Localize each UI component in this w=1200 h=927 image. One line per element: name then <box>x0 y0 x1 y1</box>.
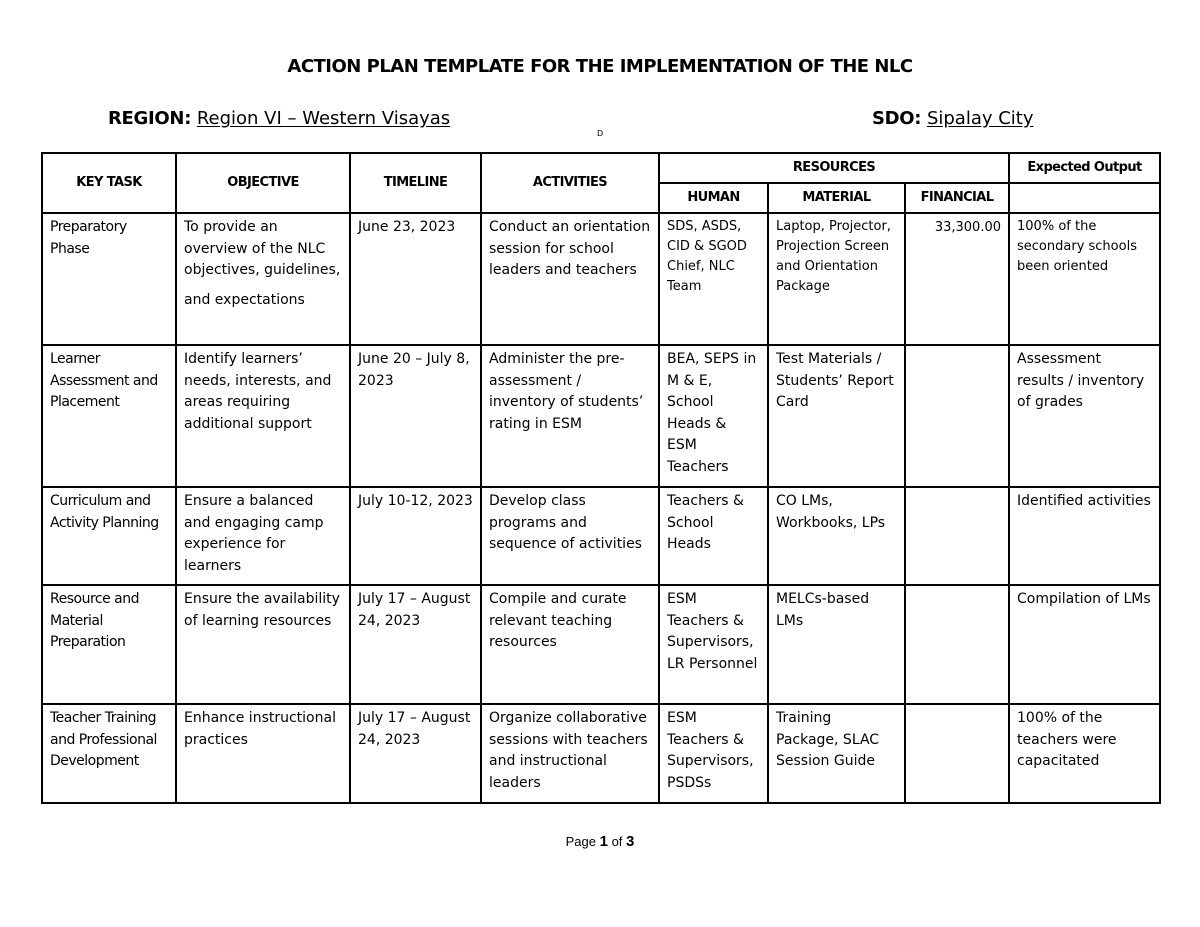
table-row <box>42 704 1160 803</box>
activities-cell: Conduct an orientation session for school leaders and teachers <box>481 213 659 345</box>
output-cell: 100% of the secondary schools been oriented <box>1009 213 1160 345</box>
header-output-blank <box>1009 183 1160 213</box>
header-activities: ACTIVITIES <box>481 153 659 213</box>
key-task-cell: Learner Assessment and Placement <box>42 345 176 487</box>
timeline-cell: June 23, 2023 <box>350 213 481 345</box>
header-expected-output: Expected Output <box>1009 153 1160 183</box>
action-plan-table <box>41 152 1161 804</box>
region-line <box>108 108 450 129</box>
objective-cell: Ensure the availability of learning resources <box>176 585 350 704</box>
financial-cell <box>905 704 1009 803</box>
output-cell: 100% of the teachers were capacitated <box>1009 704 1160 803</box>
header-key-task: KEY TASK <box>42 153 176 213</box>
human-cell: ESM Teachers & Supervisors, PSDSs <box>659 704 768 803</box>
objective-cell: Identify learners’ needs, interests, and areas requiring additional support <box>176 345 350 487</box>
sdo-line <box>872 108 1034 129</box>
output-cell: Compilation of LMs <box>1009 585 1160 704</box>
timeline-cell: July 17 – August 24, 2023 <box>350 585 481 704</box>
page-number: 1 <box>599 833 608 850</box>
header-human: HUMAN <box>659 183 768 213</box>
of-word: of <box>611 834 623 849</box>
material-cell: Training Package, SLAC Session Guide <box>768 704 905 803</box>
activities-cell: Organize collaborative sessions with teachers and instructional leaders <box>481 704 659 803</box>
region-value: Region VI – Western Visayas <box>196 108 451 129</box>
material-cell: MELCs-based LMs <box>768 585 905 704</box>
header-resources: RESOURCES <box>659 153 1009 183</box>
human-cell: Teachers & School Heads <box>659 487 768 585</box>
objective-text: To provide an overview of the NLC objectives, guidelines, <box>184 219 341 278</box>
objective-cell: Ensure a balanced and engaging camp experience for learners <box>176 487 350 585</box>
timeline-cell: July 17 – August 24, 2023 <box>350 704 481 803</box>
header-timeline: TIMELINE <box>350 153 481 213</box>
table-row <box>42 213 1160 345</box>
financial-cell <box>905 487 1009 585</box>
timeline-cell: June 20 – July 8, 2023 <box>350 345 481 487</box>
key-task-cell: Resource and Material Preparation <box>42 585 176 704</box>
header-material: MATERIAL <box>768 183 905 213</box>
header-objective: OBJECTIVE <box>176 153 350 213</box>
output-cell: Assessment results / inventory of grades <box>1009 345 1160 487</box>
page-title: ACTION PLAN TEMPLATE FOR THE IMPLEMENTATION OF THE NLC <box>287 56 913 77</box>
page-total: 3 <box>626 833 635 850</box>
activities-cell: Administer the pre-assessment / inventory of students’ rating in ESM <box>481 345 659 487</box>
timeline-cell: July 10-12, 2023 <box>350 487 481 585</box>
key-task-cell: Preparatory Phase <box>42 213 176 345</box>
financial-cell <box>905 585 1009 704</box>
region-label: REGION: <box>108 108 192 129</box>
small-mark: D <box>597 129 604 138</box>
financial-cell <box>905 345 1009 487</box>
human-cell: BEA, SEPS in M & E, School Heads & ESM Teachers <box>659 345 768 487</box>
material-cell: Test Materials / Students’ Report Card <box>768 345 905 487</box>
sdo-value: Sipalay City <box>926 108 1034 129</box>
material-cell: CO LMs, Workbooks, LPs <box>768 487 905 585</box>
human-cell: SDS, ASDS, CID & SGOD Chief, NLC Team <box>659 213 768 345</box>
objective-cell: Enhance instructional practices <box>176 704 350 803</box>
table-row <box>42 585 1160 704</box>
objective-extra-text: and expectations <box>184 291 305 308</box>
table-row <box>42 487 1160 585</box>
output-cell: Identified activities <box>1009 487 1160 585</box>
header-financial: FINANCIAL <box>905 183 1009 213</box>
key-task-cell: Teacher Training and Professional Development <box>42 704 176 803</box>
financial-cell: 33,300.00 <box>905 213 1009 345</box>
objective-cell <box>176 213 350 345</box>
material-cell: Laptop, Projector, Projection Screen and Orientation Package <box>768 213 905 345</box>
sdo-label: SDO: <box>872 108 922 129</box>
key-task-cell: Curriculum and Activity Planning <box>42 487 176 585</box>
page-footer <box>0 833 1200 850</box>
page-word: Page <box>565 834 596 849</box>
activities-cell: Compile and curate relevant teaching resources <box>481 585 659 704</box>
table-row <box>42 345 1160 487</box>
human-cell: ESM Teachers & Supervisors, LR Personnel <box>659 585 768 704</box>
activities-cell: Develop class programs and sequence of activities <box>481 487 659 585</box>
